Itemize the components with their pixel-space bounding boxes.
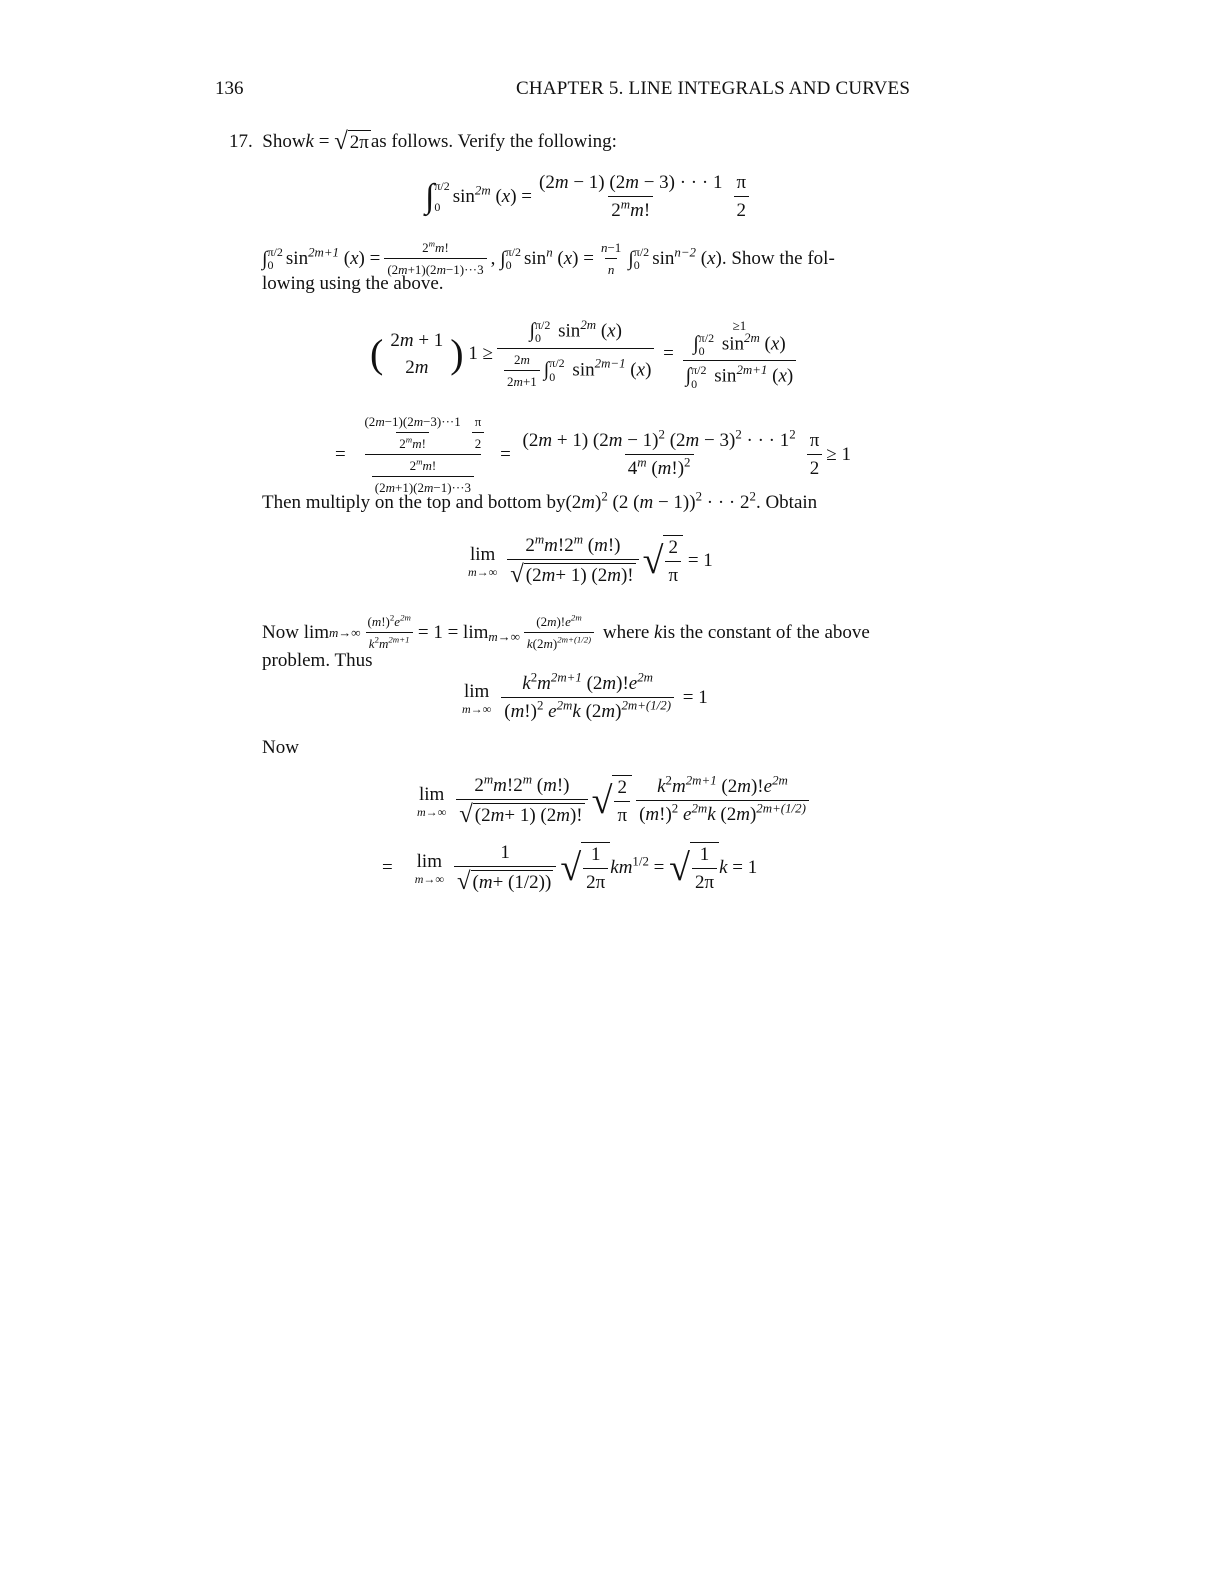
page-number: 136 [215,78,244,99]
problem-thus: problem. Thus [262,650,373,671]
equation-limit-stirling: lim m→∞ $\frac{k^2m^{2m+1} (2m)!e^{2m}}{(m!)^2 e^{2m}k (2m)^{2m+(1/2)}}$ = 1 [462,669,708,722]
where-text: where [602,622,650,643]
equation-inequality-continued: = $\frac{(2m-1)(2m-3)\cdot\cdot\cdot 1}{2^mm!}$ $\frac{\pi}{2}$ $\frac{2^mm!}{(2m+1)(2m-1)\cdot\cdot\cdot 3}$ = $\frac{(2m + 1) (2m - 1)^2 (2m - 3)^2 \cdot \cdot \cdot 1^2}{4^m (m!)^2}$ $\frac{\pi}{2}$ ≥ 1 [335,414,851,495]
equation-limit-sqrt-2-over-pi: lim m→∞ 2$^m$m!2$^m$ (m!) √ (2 m + 1) (2 m )! √ $\frac{2}{\pi}$ = 1 [468,531,713,588]
para2-tail: . Show the fol- [721,248,835,269]
then-text-after: . Obtain [755,492,818,513]
now-label: Now [262,737,299,758]
equation-wallis-even: ∫ π/2 0 $\sin^{2m} (x)$ = $\frac{(2m - 1) (2m - 3) \cdot \cdot \cdot 1}{2^mm!}$ $\frac{\pi}{2}$ [425,172,753,222]
paragraph-odd-and-reduction: ∫ π/2 0 $\sin^{2m+1} (x)$ = $\frac{2^mm!}{(2m+1)(2m-1)\cdot\cdot\cdot 3}$ , ∫ π/2 0 $\sin^n (x)$ = $\frac{n-1}{n}$ ∫ π/2 0 $\sin^{n-2} (x)$ . Show the fol- [262,238,835,277]
para2-line2: lowing using the above. [262,273,444,294]
intro-text-before: Show [262,131,306,153]
intro-text-after: as follows. Verify the following: [370,131,617,153]
equation-final-result: = lim m→∞ 1 √ ( m + (1/2)) √ $\frac{1}{2\pi}$ $km^{1/2}$ = √ $\frac{1}{2\pi}$ k = 1 [382,842,758,895]
then-text-before: Then multiply on the top and bottom by [262,492,566,513]
running-header: CHAPTER 5. LINE INTEGRALS AND CURVES [516,78,911,99]
problem-number: 17. [229,131,253,153]
equation-final-product: lim m→∞ 2$^m$m!2$^m$ (m!) √ (2 m + 1) (2 m )! √ $\frac{2}{\pi}$ $\frac{k^2m^{2m+1} (2m)!e^{2m}}{(m!)^2 e^{2m}k (2m)^{2m+(1/2)}}$ [417,775,813,828]
equation-inequality-chain: ( 2m + 1 2m ) 1 ≥ ∫ π/2 0 $\sin^{2m} (x)$ $\frac{2m}{2m+1}$ ∫ π/2 0 $\sin^{2m-1} (x)$ = ≥1 ∫ π/2 0 $\sin^{2m} (x)$ ∫ π/2 0 $\sin^{2m+1} (x)$ [370,318,800,391]
problem-statement-line1: 17. Show k = √ 2π as follows. Verify the following: [229,128,617,155]
where-text2: is the constant of the above [662,622,870,643]
now-lim-word: Now lim [262,622,330,643]
paragraph-then-multiply: Then multiply on the top and bottom by $(2m)^2$ (2 (m − 1))$^2$ · · · $2^2$ . Obtain [262,488,818,513]
paragraph-now-lim: Now lim m→∞ $\frac{(m!)^2e^{2m}}{k^2m^{2m+1}}$ = $1 = \lim_{m\to\infty}$ $\frac{(2m)!e^{2m}}{k(2m)^{2m+(1/2)}}$ where k is the constant of the above [262,612,870,651]
